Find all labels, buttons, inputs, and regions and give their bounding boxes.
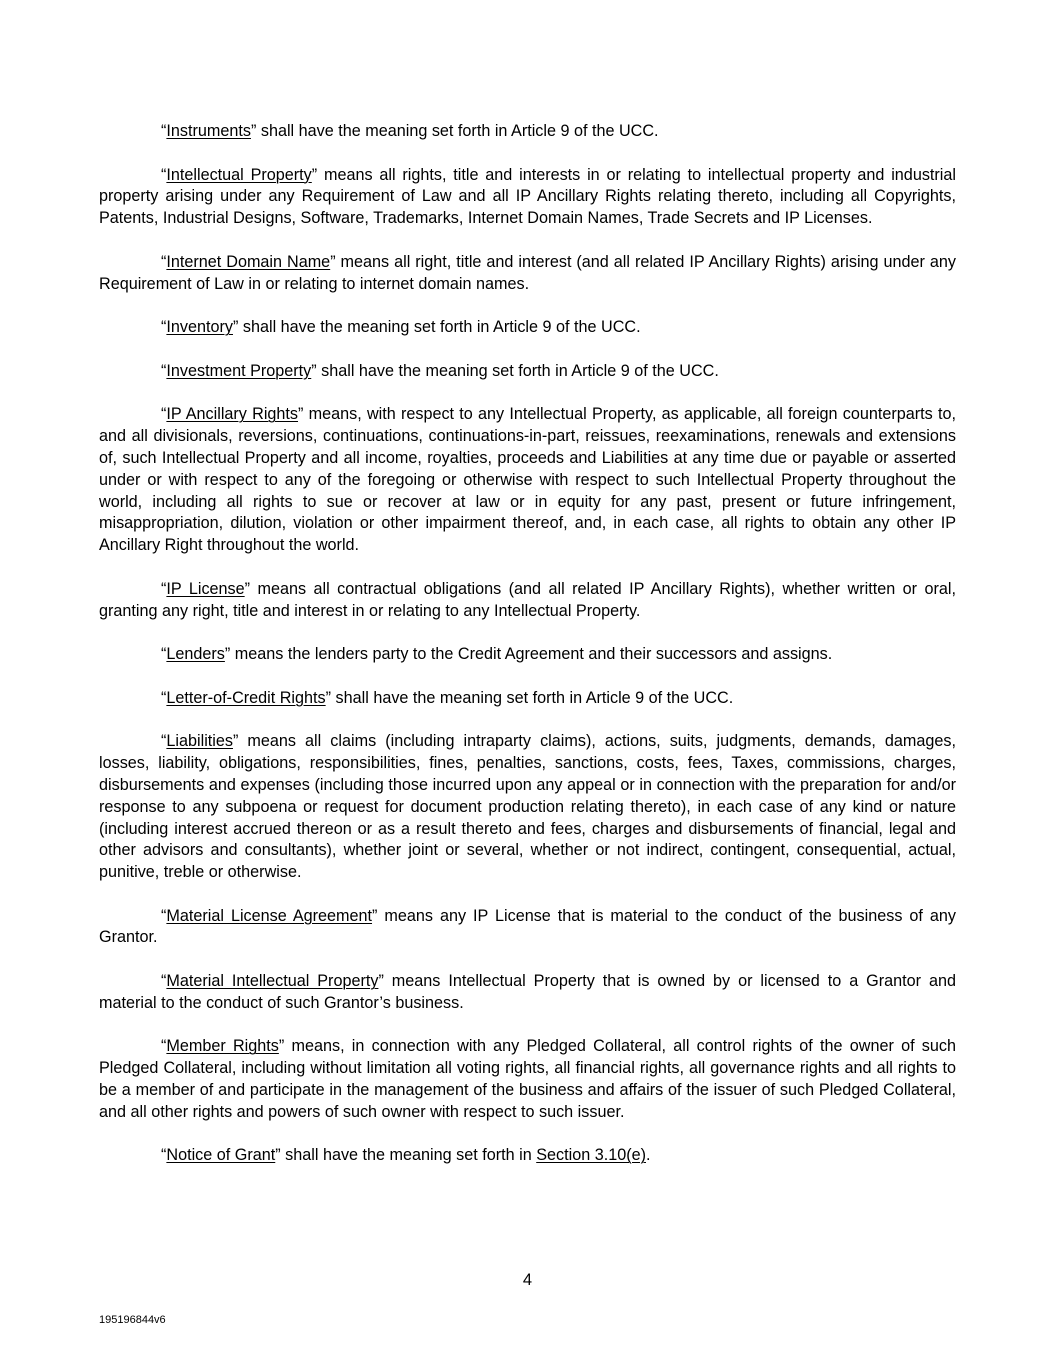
definition-paragraph: “Intellectual Property” means all rights, title and interests in or relating to intellectual property and industrial property arising under any Requirement of Law and all IP Ancillary Rights relating thereto, including all Copyrights, Patents, Industrial Designs, Software, Trademarks, Internet Domain Names, Trade Secrets and IP Licenses. — [99, 165, 956, 228]
defined-term: Intellectual Property — [166, 165, 312, 184]
definition-paragraph: “Notice of Grant” shall have the meaning set forth in Section 3.10(e). — [161, 1146, 651, 1165]
definition-text: means Intellectual Property that is owned by or licensed to a Grantor and material to the conduct of such Grantor’s business. — [99, 972, 956, 1012]
definition-text: means all rights, title and interests in or relating to intellectual property and industrial property arising under any Requirement of Law and all IP Ancillary Rights relating thereto, including all Copyrights, Patents, Industrial Designs, Software, Trademarks, Internet Domain Names, Trade Secrets and IP Licenses. — [99, 165, 956, 228]
defined-term: Notice of Grant — [166, 1146, 276, 1165]
definition-text: means all right, title and interest (and all related IP Ancillary Rights) arising under any Requirement of Law in or relating to internet domain names. — [99, 252, 956, 293]
definition-text: shall have the meaning set forth in Article 9 of the UCC. — [316, 361, 719, 380]
defined-term: Inventory — [166, 318, 233, 337]
definition-paragraph: “Member Rights” means, in connection with any Pledged Collateral, all control rights of the owner of such Pledged Collateral, including without limitation all voting rights, all financial rights, all governance rights and all rights to be a member of and participate in the management of the business and affairs of the issuer of such Pledged Collateral, and all other rights and powers of such owner with respect to such issuer. — [99, 1037, 956, 1121]
definition-paragraph: “Material Intellectual Property” means Intellectual Property that is owned by or licensed to a Grantor and material to the conduct of such Grantor’s business. — [99, 972, 956, 1012]
definition-text: means any IP License that is material to the conduct of the business of any Grantor. — [99, 906, 956, 947]
definition-text: means all claims (including intraparty claims), actions, suits, judgments, demands, damages, losses, liability, obligations, responsibilities, fines, penalties, sanctions, costs, fees, Taxes, commissions, charges, disbursements and expenses (including those incurred upon any appeal or in connection with the preparation for and/or response to any subpoena or request for document production relating thereto), in each case of any kind or nature (including interest accrued thereon or as a result thereto and fees, charges and disbursements of financial, legal and other advisors and consultants), whether joint or several, whether or not indirect, contingent, consequential, actual, punitive, treble or otherwise. — [99, 732, 956, 882]
defined-term: Investment Property — [166, 361, 312, 380]
document-id: 195196844v6 — [99, 1314, 166, 1326]
definition-text: shall have the meaning set forth in — [280, 1146, 537, 1165]
definition-text: shall have the meaning set forth in Article 9 of the UCC. — [256, 122, 659, 140]
definition-text: shall have the meaning set forth in Article 9 of the UCC. — [238, 318, 641, 337]
definition-text: means all contractual obligations (and all related IP Ancillary Rights), whether written or oral, granting any right, title and interest in or relating to any Intellectual Property. — [99, 579, 956, 620]
definition-paragraph: “Letter-of-Credit Rights” shall have the meaning set forth in Article 9 of the UCC. — [161, 688, 734, 707]
definition-paragraph: “IP Ancillary Rights” means, with respect to any Intellectual Property, as applicable, all foreign counterparts to, and all divisionals, reversions, continuations, continuations-in-part, reissues, reexaminations, renewals and extensions of, such Intellectual Property and all income, royalties, proceeds and Liabilities at any time due or payable or asserted under or with respect to any of the foregoing or otherwise with respect to such Intellectual Property throughout the world, including all rights to sue or recover at law or in equity for any past, present or future infringement, misappropriation, dilution, violation or other impairment thereof, and, in each case, all rights to obtain any other IP Ancillary Right throughout the world. — [99, 405, 956, 555]
defined-term: Material License Agreement — [166, 906, 373, 925]
definition-paragraph: “Liabilities” means all claims (including intraparty claims), actions, suits, judgments, demands, damages, losses, liability, obligations, responsibilities, fines, penalties, sanctions, costs, fees, Taxes, commissions, charges, disbursements and expenses (including those incurred upon any appeal or in connection with the preparation for and/or response to any subpoena or request for document production relating thereto), in each case of any kind or nature (including interest accrued thereon or as a result thereto and fees, charges and disbursements of financial, legal and other advisors and consultants), whether joint or several, whether or not indirect, contingent, consequential, actual, punitive, treble or otherwise. — [99, 732, 956, 882]
definition-paragraph: “Lenders” means the lenders party to the Credit Agreement and their successors and assigns. — [161, 645, 833, 664]
page-number: 4 — [522, 1271, 533, 1289]
definition-paragraph: “Inventory” shall have the meaning set forth in Article 9 of the UCC. — [161, 318, 641, 337]
definition-paragraph: “Internet Domain Name” means all right, title and interest (and all related IP Ancillary Rights) arising under any Requirement of Law in or relating to internet domain names. — [99, 252, 956, 293]
defined-term: Material Intellectual Property — [166, 972, 379, 991]
section-reference-link[interactable]: Section 3.10(e) — [536, 1146, 646, 1165]
definition-paragraph: “Investment Property” shall have the meaning set forth in Article 9 of the UCC. — [161, 361, 719, 380]
definition-paragraph: “Instruments” shall have the meaning set forth in Article 9 of the UCC. — [161, 122, 659, 140]
defined-term: Internet Domain Name — [166, 252, 331, 271]
definitions-section — [99, 121, 956, 1189]
defined-term: Letter-of-Credit Rights — [166, 688, 326, 707]
definition-paragraph: “Material License Agreement” means any IP License that is material to the conduct of the business of any Grantor. — [99, 906, 956, 947]
definition-text: means, with respect to any Intellectual Property, as applicable, all foreign counterparts to, and all divisionals, reversions, continuations, continuations-in-part, reissues, reexaminations, renewals and extensions of, such Intellectual Property and all income, royalties, proceeds and Liabilities at any time due or payable or asserted under or with respect to any of the foregoing or otherwise with respect to such Intellectual Property throughout the world, including all rights to sue or recover at law or in equity for any past, present or future infringement, misappropriation, dilution, violation or other impairment thereof, and, in each case, all rights to obtain any other IP Ancillary Right throughout the world. — [99, 405, 956, 555]
defined-term: Lenders — [166, 645, 225, 664]
definition-text: means, in connection with any Pledged Collateral, all control rights of the owner of such Pledged Collateral, including without limitation all voting rights, all financial rights, all governance rights and all rights to be a member of and participate in the management of the business and affairs of the issuer of such Pledged Collateral, and all other rights and powers of such owner with respect to such issuer. — [99, 1037, 956, 1121]
definition-paragraph: “IP License” means all contractual obligations (and all related IP Ancillary Rights), whether written or oral, granting any right, title and interest in or relating to any Intellectual Property. — [99, 579, 956, 620]
defined-term: IP License — [166, 579, 245, 598]
defined-term: Liabilities — [166, 732, 233, 751]
definition-text: means the lenders party to the Credit Agreement and their successors and assigns. — [230, 645, 833, 664]
defined-term: Instruments — [166, 122, 251, 140]
defined-term: IP Ancillary Rights — [166, 405, 299, 424]
definition-text: shall have the meaning set forth in Article 9 of the UCC. — [331, 688, 734, 707]
defined-term: Member Rights — [166, 1037, 279, 1056]
